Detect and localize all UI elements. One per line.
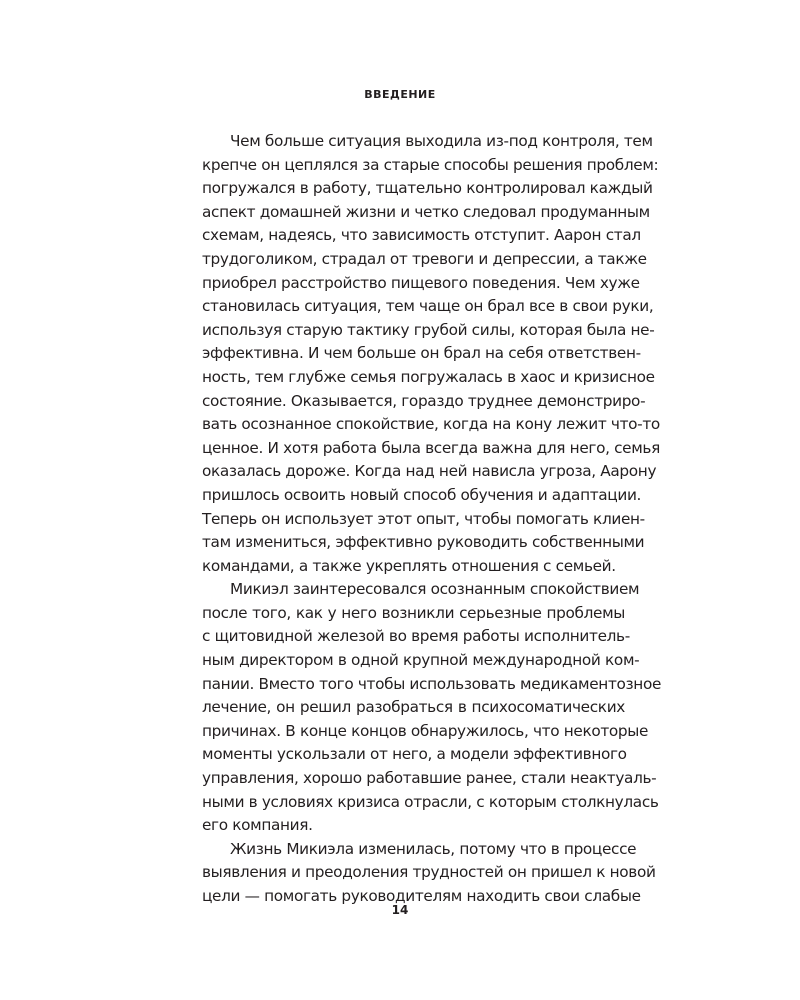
text-line: командами, а также укреплять отношения с семьей.	[202, 556, 616, 575]
text-line: после того, как у него возникли серьезные проблемы	[202, 603, 625, 622]
text-line: схемам, надеясь, что зависимость отступит. Аарон стал	[202, 226, 641, 245]
text-line: цели — помогать руководителям находить свои слабые	[202, 887, 641, 905]
text-line: его компания.	[202, 816, 313, 835]
text-line: оказалась дороже. Когда над ней нависла угроза, Аарону	[202, 462, 657, 481]
text-line: с щитовидной железой во время работы исполнитель-	[202, 627, 630, 646]
text-line: там измениться, эффективно руководить собственными	[202, 533, 645, 552]
paragraph	[202, 838, 656, 909]
text-line: пришлось освоить новый способ обучения и адаптации.	[202, 485, 642, 504]
text-line: ными в условиях кризиса отрасли, с которым столкнулась	[202, 792, 659, 811]
text-line: трудоголиком, страдал от тревоги и депрессии, а также	[202, 249, 647, 268]
text-line: ным директором в одной крупной международной ком-	[202, 651, 640, 670]
text-line: причинах. В конце концов обнаружилось, что некоторые	[202, 721, 649, 740]
text-line: моменты ускользали от него, а модели эффективного	[202, 745, 627, 764]
text-line: управления, хорошо работавшие ранее, стали неактуаль-	[202, 769, 657, 788]
text-line: ценное. И хотя работа была всегда важна для него, семья	[202, 438, 660, 457]
page-number: 14	[391, 903, 409, 917]
text-line: выявления и преодоления трудностей он пришел к новой	[202, 863, 656, 882]
body-text	[202, 130, 662, 909]
text-line: Чем больше ситуация выходила из-под контроля, тем	[230, 132, 653, 150]
text-line: Теперь он использует этот опыт, чтобы помогать клиен-	[202, 509, 645, 528]
text-line: используя старую тактику грубой силы, которая была не-	[202, 320, 655, 339]
text-line: состояние. Оказывается, гораздо труднее демонстриро-	[202, 391, 646, 410]
running-head: ВВЕДЕНИЕ	[364, 88, 436, 101]
text-line: Жизнь Микиэла изменилась, потому что в процессе	[230, 839, 637, 858]
text-line: ность, тем глубже семья погружалась в хаос и кризисное	[202, 367, 655, 386]
text-line: крепче он цеплялся за старые способы решения проблем:	[202, 155, 659, 174]
paragraph	[202, 578, 662, 838]
text-line: приобрел расстройство пищевого поведения. Чем хуже	[202, 273, 640, 292]
text-line: аспект домашней жизни и четко следовал продуманным	[202, 202, 650, 221]
text-line: Микиэл заинтересовался осознанным спокойствием	[230, 580, 640, 599]
paragraph	[202, 130, 660, 578]
text-line: эффективна. И чем больше он брал на себя ответствен-	[202, 344, 641, 363]
text-line: лечение, он решил разобраться в психосоматических	[202, 698, 625, 717]
text-line: становилась ситуация, тем чаще он брал все в свои руки,	[202, 297, 654, 316]
text-line: вать осознанное спокойствие, когда на кону лежит что-то	[202, 415, 660, 434]
text-line: пании. Вместо того чтобы использовать медикаментозное	[202, 674, 662, 693]
text-line: погружался в работу, тщательно контролировал каждый	[202, 179, 653, 198]
